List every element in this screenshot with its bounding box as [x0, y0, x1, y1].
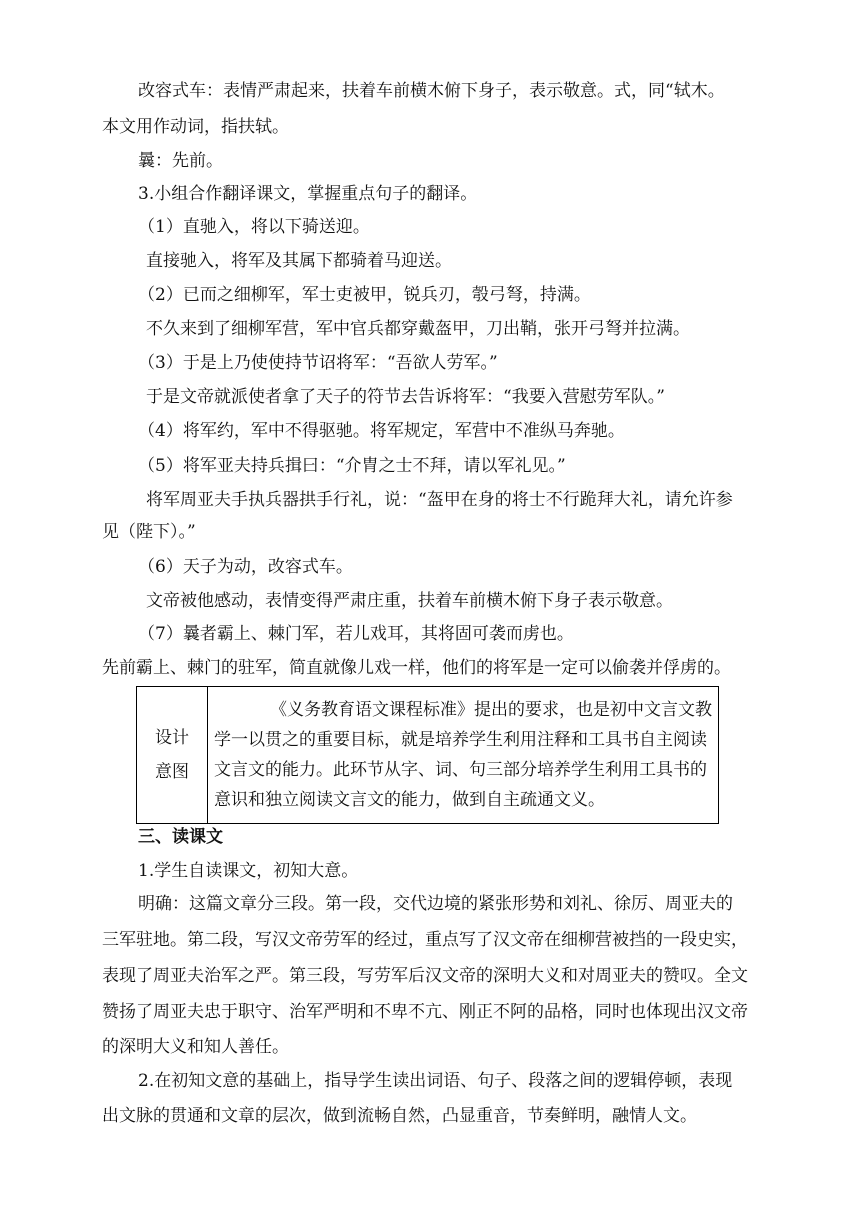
paragraph-line: （6）天子为动，改容式车。	[138, 557, 353, 577]
design-text-line: 意识和独立阅读文言文的能力，做到自主疏通文义。	[214, 790, 605, 810]
paragraph-line: （3）于是上乃使使持节诏将军：“吾欲人劳军。”	[138, 353, 498, 373]
paragraph-line: （2）已而之细柳军，军士吏被甲，锐兵刃，彀弓弩，持满。	[138, 285, 591, 305]
paragraph-line: 2.在初知文意的基础上，指导学生读出词语、句子、段落之间的逻辑停顿，表现	[138, 1071, 733, 1091]
paragraph-line: 的深明大义和知人善任。	[102, 1037, 289, 1057]
paragraph-line: 三军驻地。第二段，写汉文帝劳军的经过，重点写了汉文帝在细柳营被挡的一段史实，	[102, 930, 748, 950]
paragraph-line: 赞扬了周亚夫忠于职守、治军严明和不卑不亢、刚正不阿的品格，同时也体现出汉文帝	[102, 1002, 748, 1022]
design-intent-table	[136, 686, 719, 824]
paragraph-line: （5）将军亚夫持兵揖曰：“介胄之士不拜，请以军礼见。”	[138, 456, 566, 476]
design-intent-text	[208, 687, 719, 824]
design-intent-label	[137, 687, 208, 824]
paragraph-line: 明确：这篇文章分三段。第一段，交代边境的紧张形势和刘礼、徐厉、周亚夫的	[138, 894, 733, 914]
paragraph-line: 于是文帝就派使者拿了天子的符节去告诉将军：“我要入营慰劳军队。”	[146, 387, 665, 407]
paragraph-line: 改容式车：表情严肃起来，扶着车前横木俯下身子，表示敬意。式，同“轼木。	[138, 81, 725, 101]
paragraph-line: （7）曩者霸上、棘门军，若儿戏耳，其将固可袭而虏也。	[138, 624, 574, 644]
paragraph-line: 先前霸上、棘门的驻军，简直就像儿戏一样，他们的将军是一定可以偷袭并俘虏的。	[102, 658, 731, 678]
paragraph-line: 见（陛下）。”	[102, 522, 196, 542]
paragraph-line: 3.小组合作翻译课文，掌握重点句子的翻译。	[138, 184, 478, 204]
label-line: 意图	[155, 762, 189, 782]
paragraph-line: 本文用作动词，指扶轼。	[102, 117, 289, 137]
paragraph-line: 曩：先前。	[138, 151, 223, 171]
paragraph-line: 表现了周亚夫治军之严。第三段，写劳军后汉文帝的深明大义和对周亚夫的赞叹。全文	[102, 966, 748, 986]
design-text-line: 《义务教育语文课程标准》提出的要求，也是初中文言文教	[270, 700, 712, 720]
paragraph-line: 直接驰入，将军及其属下都骑着马迎送。	[146, 251, 452, 271]
paragraph-line: 出文脉的贯通和文章的层次，做到流畅自然，凸显重音，节奏鲜明，融情人文。	[102, 1106, 697, 1126]
paragraph-line: 文帝被他感动，表情变得严肃庄重，扶着车前横木俯下身子表示敬意。	[146, 591, 673, 611]
paragraph-line: 不久来到了细柳军营，军中官兵都穿戴盔甲，刀出鞘，张开弓弩并拉满。	[146, 319, 690, 339]
section-heading: 三、读课文	[138, 827, 223, 847]
paragraph-line: 1.学生自读课文，初知大意。	[138, 861, 359, 881]
design-text-line: 文言文的能力。此环节从字、词、句三部分培养学生利用工具书的	[214, 760, 707, 780]
design-text-line: 学一以贯之的重要目标，就是培养学生利用注释和工具书自主阅读	[214, 730, 707, 750]
paragraph-line: （1）直驰入，将以下骑送迎。	[138, 217, 370, 237]
paragraph-line: （4）将军约，军中不得驱驰。将军规定，军营中不准纵马奔驰。	[138, 421, 625, 441]
paragraph-line: 将军周亚夫手执兵器拱手行礼，说：“盔甲在身的将士不行跪拜大礼，请允许参	[146, 490, 733, 510]
label-line: 设计	[155, 728, 189, 748]
